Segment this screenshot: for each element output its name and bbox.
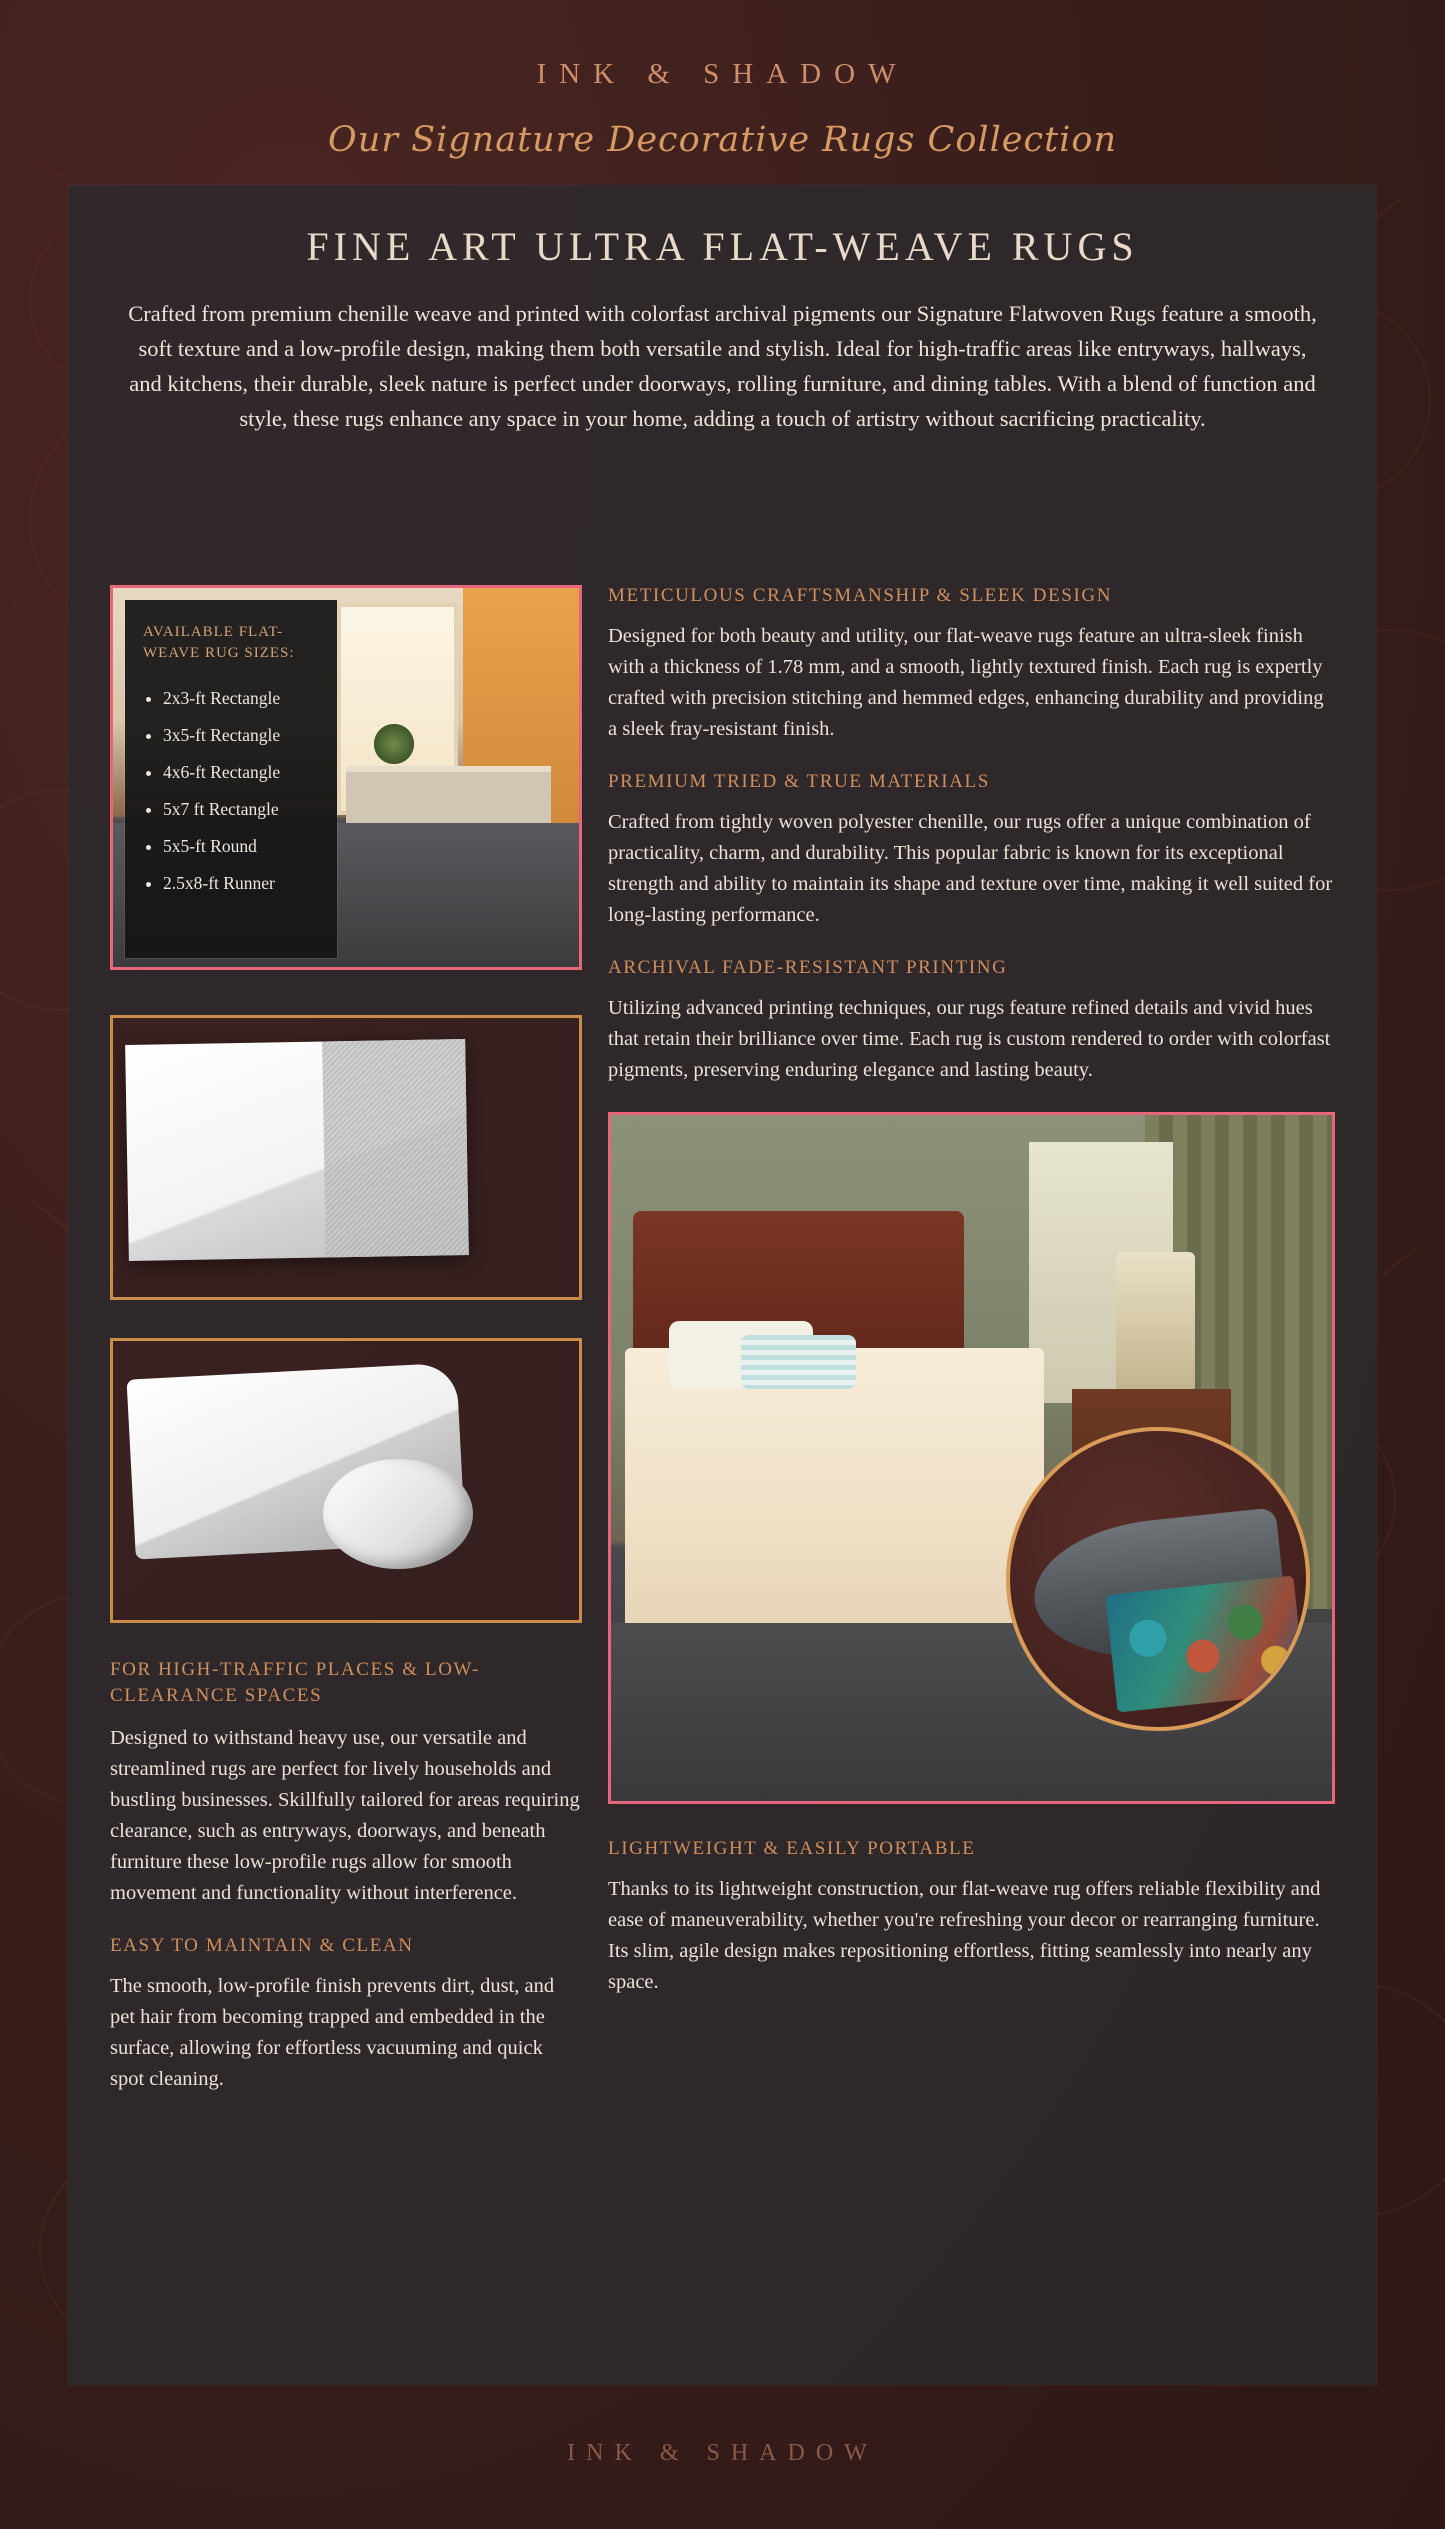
left-column <box>110 585 582 2121</box>
plant-icon <box>374 724 414 764</box>
section-body-materials: Crafted from tightly woven polyester chenille, our rugs offer a unique combination of practicality, charm, and durability. This popular fabric is known for its exceptional strength and ability to maintain its shape and texture over time, making it well suited for long-lasting performance. <box>608 811 1333 926</box>
table-lamp <box>1116 1252 1195 1389</box>
bedroom-rug-photo <box>608 1112 1335 1804</box>
list-item: • 2x3-ft Rectangle <box>163 680 323 717</box>
rug-flat-corner-photo <box>110 1015 582 1300</box>
right-column <box>608 585 1335 2024</box>
brand-wordmark-bottom: INK & SHADOW <box>567 2440 878 2466</box>
hallway-rug-photo <box>110 585 582 970</box>
intro-paragraph: Crafted from premium chenille weave and printed with colorfast archival pigments our Signature Flatwoven Rugs feature a smooth, soft texture and a low-profile design, making them both versatile and stylish. Ideal for high-traffic areas like entryways, hallways, and kitchens, their durable, sleek nature is perfect under doorways, rolling furniture, and dining tables. With a blend of function and style, these rugs enhance any space in your home, adding a touch of artistry without sacrificing practicality. <box>128 301 1317 431</box>
rug-rolled-photo <box>110 1338 582 1623</box>
page-title: FINE ART ULTRA FLAT-WEAVE RUGS <box>306 224 1139 269</box>
rug-roll-curl <box>323 1459 473 1569</box>
available-sizes-card <box>125 600 337 958</box>
content-panel <box>68 185 1377 2385</box>
section-body-craftsmanship: Designed for both beauty and utility, our flat-weave rugs feature an ultra-sleek finish with a thickness of 1.78 mm, and a smooth, lightly textured finish. Each rug is expertly crafted with precision stitching and hemmed edges, enhancing durability and providing a sleek fray-resistant finish. <box>608 625 1324 740</box>
rug-printed-art-closeup <box>1105 1575 1306 1713</box>
section-body-maintain: The smooth, low-profile finish prevents dirt, dust, and pet hair from becoming trapped and embedded in the surface, allowing for effortless vacuuming and quick spot cleaning. <box>110 1975 555 2090</box>
section-heading-materials: PREMIUM TRIED & TRUE MATERIALS <box>608 771 990 792</box>
section-heading-portable: LIGHTWEIGHT & EASILY PORTABLE <box>608 1838 976 1859</box>
list-item: • 4x6-ft Rectangle <box>163 754 323 791</box>
rug-flat-sample <box>125 1039 469 1261</box>
list-item: • 3x5-ft Rectangle <box>163 717 323 754</box>
available-sizes-list <box>143 680 323 902</box>
list-item: • 5x5-ft Round <box>163 828 323 865</box>
rolled-rug-closeup-inset <box>1006 1427 1310 1731</box>
striped-pillow <box>741 1335 856 1390</box>
section-heading-craftsmanship: METICULOUS CRAFTSMANSHIP & SLEEK DESIGN <box>608 585 1113 606</box>
section-heading-maintain: EASY TO MAINTAIN & CLEAN <box>110 1935 414 1956</box>
section-heading-printing: ARCHIVAL FADE-RESISTANT PRINTING <box>608 957 1008 978</box>
bed-bedding <box>625 1348 1043 1636</box>
section-body-printing: Utilizing advanced printing techniques, our rugs feature refined details and vivid hues that retain their brilliance over time. Each rug is custom rendered to order with colorfast pigments, preserving enduring elegance and lasting beauty. <box>608 997 1331 1081</box>
list-item: • 5x7 ft Rectangle <box>163 791 323 828</box>
section-body-portable: Thanks to its lightweight construction, our flat-weave rug offers reliable flexibility and ease of maneuverability, whether you're refreshing your decor or rearranging furniture. Its slim, agile design makes repositioning effortless, fitting seamlessly into nearly any space. <box>608 1878 1321 1993</box>
available-sizes-heading: AVAILABLE FLAT-WEAVE RUG SIZES: <box>143 624 295 661</box>
section-heading-high-traffic: FOR HIGH-TRAFFIC PLACES & LOW-CLEARANCE SPACES <box>110 1659 480 1706</box>
brand-wordmark-top: INK & SHADOW <box>536 58 909 90</box>
section-body-high-traffic: Designed to withstand heavy use, our versatile and streamlined rugs are perfect for lively households and bustling businesses. Skillfully tailored for areas requiring clearance, such as entryways, doorways, and beneath furniture these low-profile rugs allow for smooth movement and functionality without interference. <box>110 1727 580 1904</box>
collection-tagline: Our Signature Decorative Rugs Collection <box>328 120 1117 160</box>
list-item: • 2.5x8-ft Runner <box>163 865 323 902</box>
